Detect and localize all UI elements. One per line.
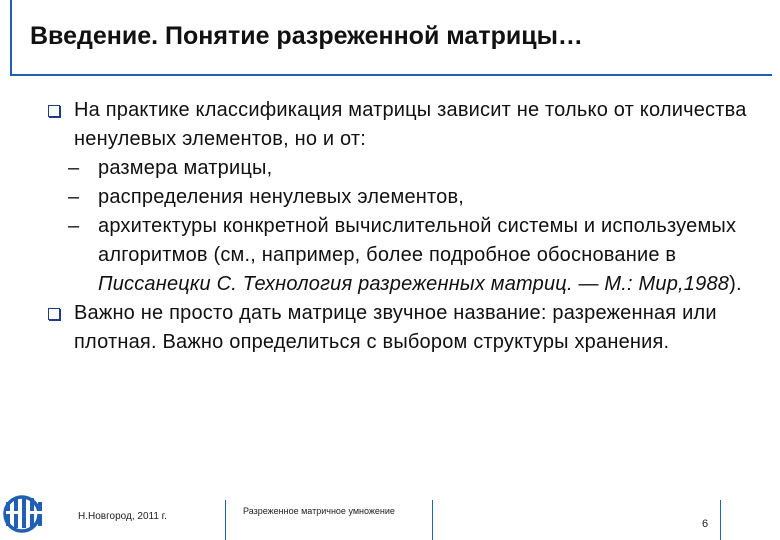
sub-item	[48, 154, 748, 183]
dash-mark: –	[68, 157, 80, 179]
book-reference: Писсанецки С. Технология разреженных матриц. — М.: Мир,1988	[98, 273, 730, 295]
bullet-text: На практике классификация матрицы зависит не только от количества ненулевых элементов, но и от:	[74, 99, 747, 150]
footer-divider	[720, 500, 721, 540]
sub-item	[48, 212, 748, 299]
dash-mark: –	[68, 215, 80, 237]
bullet-text: Важно не просто дать матрице звучное название: разреженная или плотная. Важно определиться с выбором структуры хранения.	[74, 302, 717, 353]
footer-topic: Разреженное матричное умножение	[243, 506, 395, 516]
page-number: 6	[702, 518, 709, 530]
slide-title: Введение. Понятие разреженной матрицы…	[30, 22, 583, 50]
dash-mark: –	[68, 186, 80, 208]
slide-content	[48, 96, 748, 357]
sub-item-text: размера матрицы,	[98, 157, 273, 179]
bullet-item	[48, 299, 748, 357]
sub-item-text: архитектуры конкретной вычислительной системы и используемых алгоритмов (см., например, более подробное обоснование в	[98, 215, 737, 266]
footer-location: Н.Новгород, 2011 г.	[78, 511, 167, 522]
footer-divider	[432, 500, 433, 540]
university-logo-icon	[0, 478, 48, 540]
square-bullet-icon	[48, 308, 60, 320]
sub-item	[48, 183, 748, 212]
sub-item-end: ).	[729, 273, 742, 295]
footer-divider	[225, 500, 226, 540]
square-bullet-icon	[48, 105, 60, 117]
bullet-item	[48, 96, 748, 154]
sub-item-text: распределения ненулевых элементов,	[98, 186, 465, 208]
